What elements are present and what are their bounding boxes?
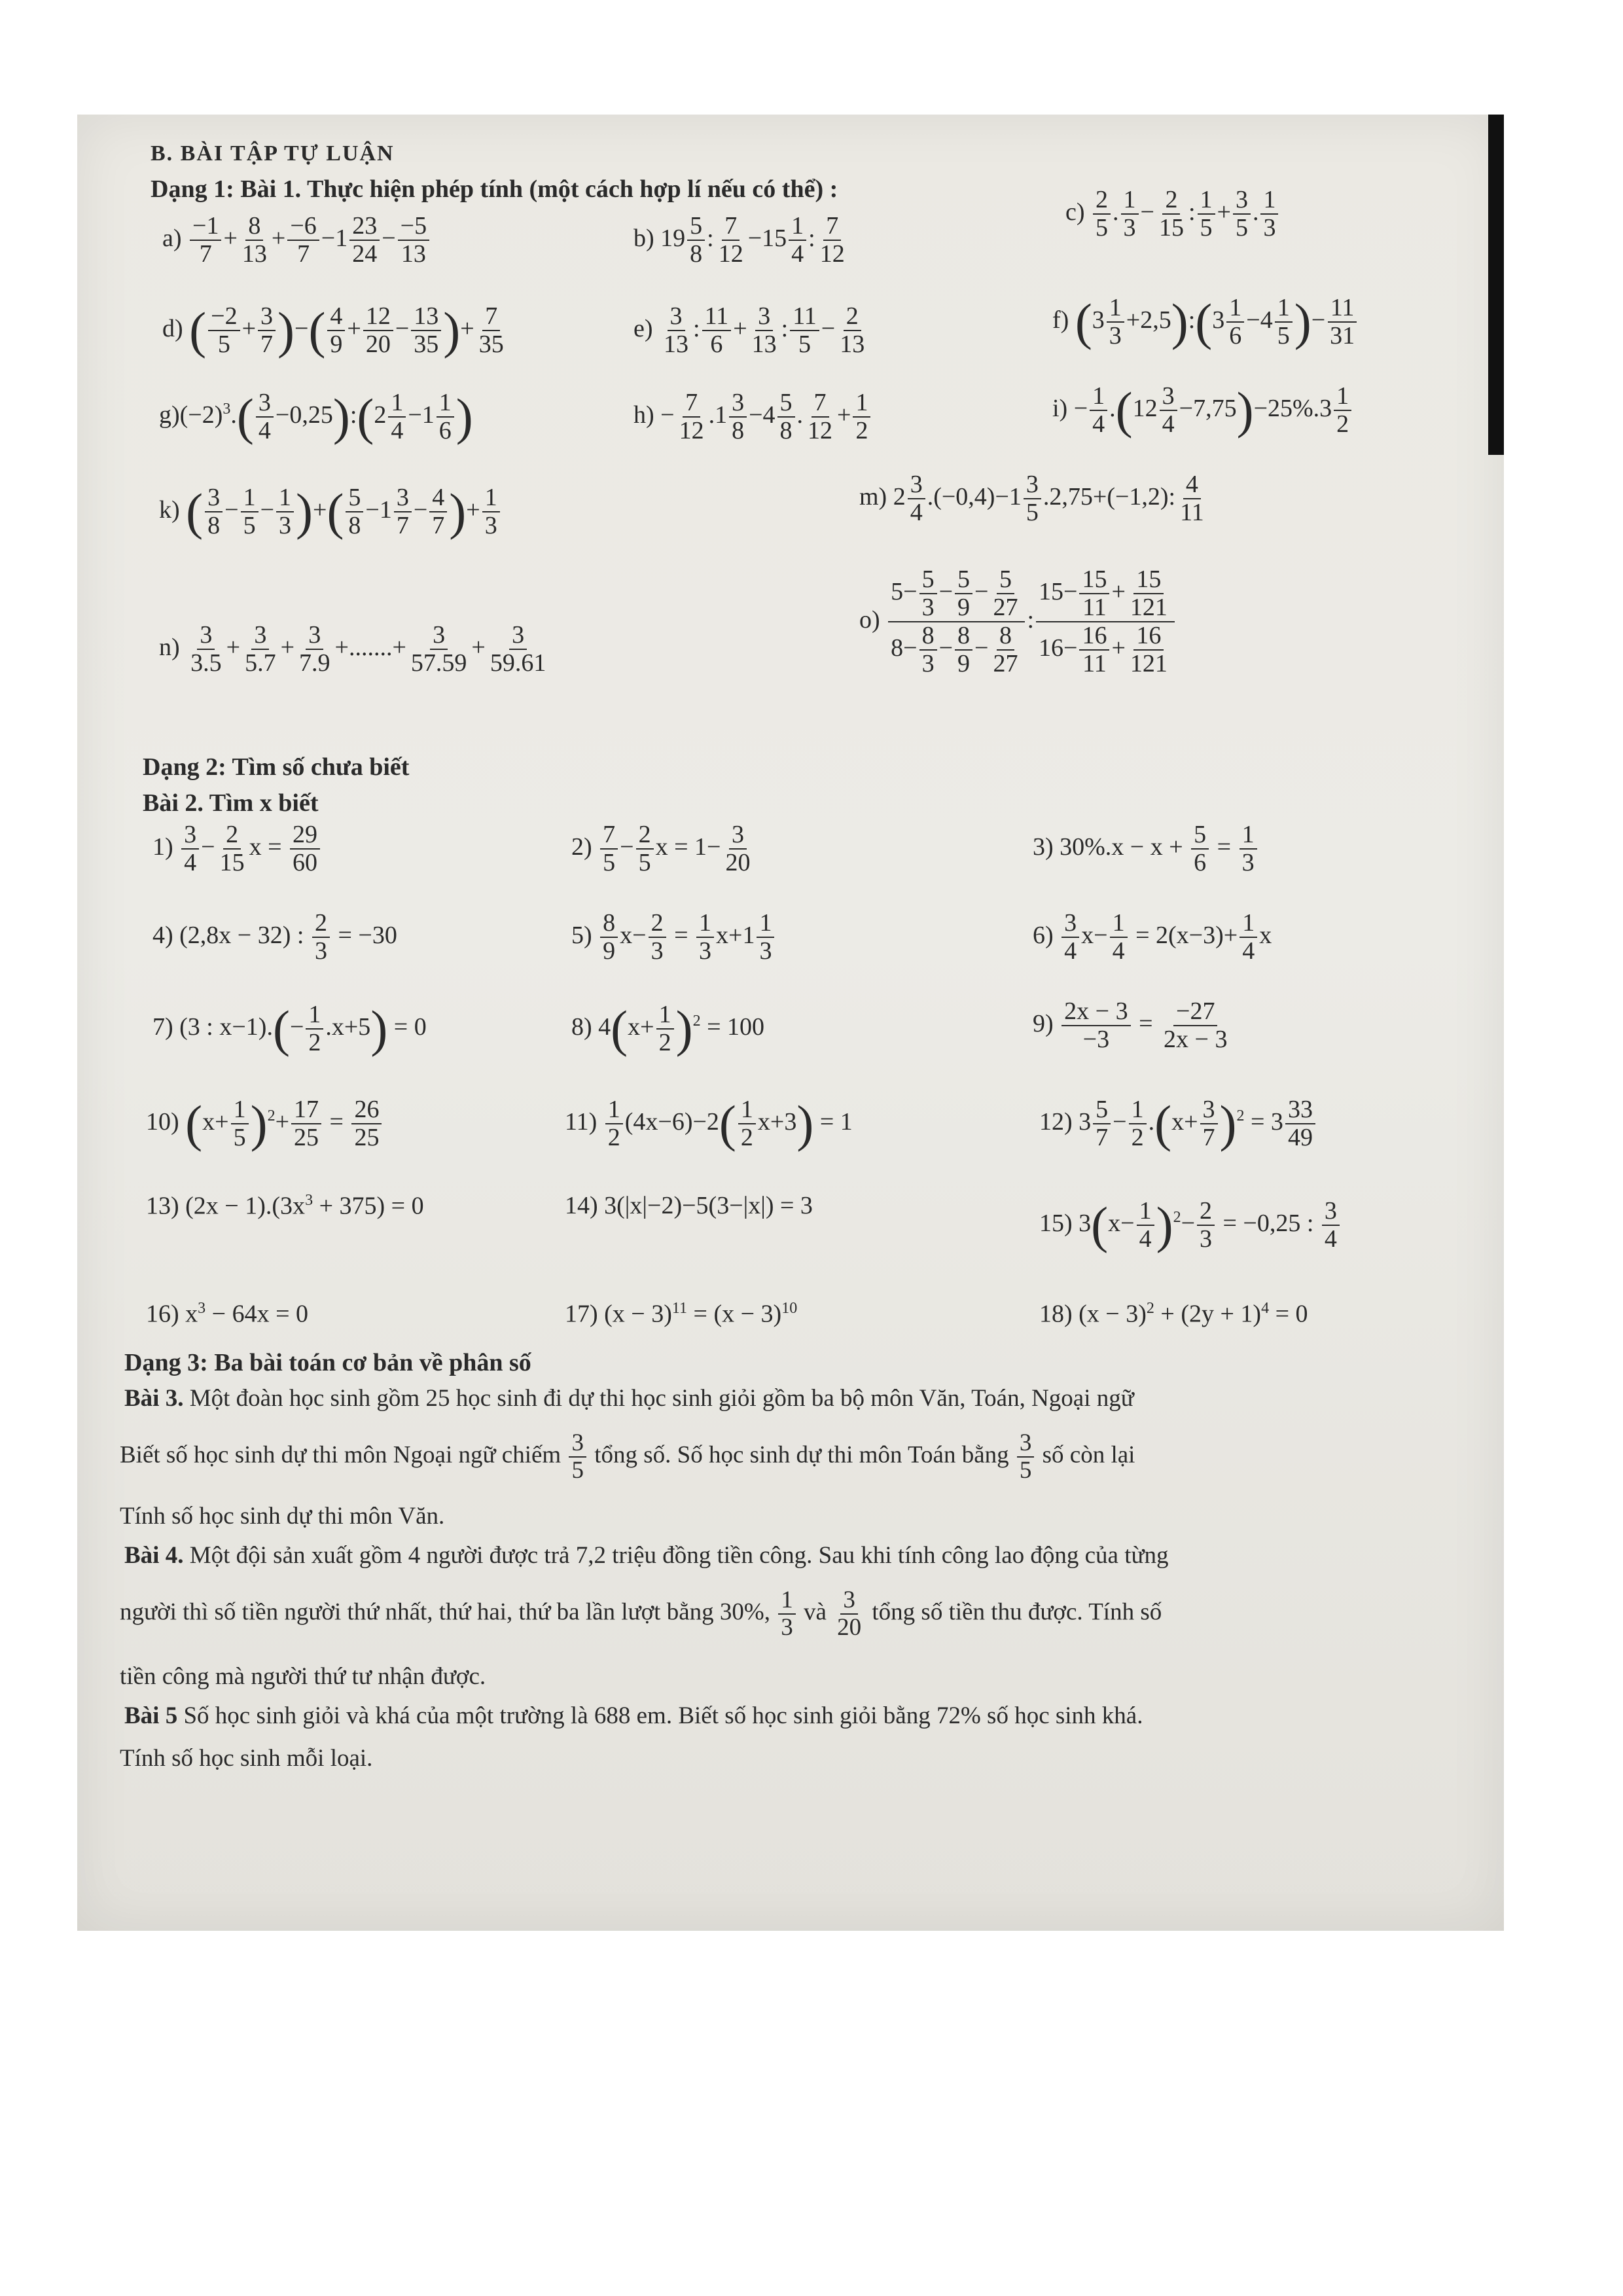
equation-17: 17) $(x - 3)^{11} = (x - 3)^{10}$	[565, 1300, 798, 1328]
equation-6: 6) $\frac{3}{4}$ x− $\frac{1}{4}$ = 2(x−3)+ $\frac{1}{4}$ x	[1033, 909, 1272, 965]
exercise-b: b) 19 $\frac{5}{8}$ : $\frac{7}{12}$ −15 $\frac{1}{4}$ : $\frac{7}{12}$	[633, 212, 845, 268]
bai3-line2: Biết số học sinh dự thi môn Ngoại ngữ chiếm $\frac{3}{5}$ tổng số. Số học sinh dự thi môn Toán bằng $\frac{3}{5}$ số còn lại	[120, 1429, 1135, 1484]
equation-14: 14) 3(|x|−2)−5(3−|x|) = 3	[565, 1192, 813, 1219]
bai4-label: Bài 4.	[124, 1542, 184, 1569]
eq-label-5: 5)	[571, 921, 592, 949]
bai4-text1: Một đội sản xuất gồm 4 người được trả 7,2 triệu đồng tiền công. Sau khi tính công lao động của từng	[189, 1542, 1169, 1569]
equation-18: 18) $(x - 3)^2 + (2y + 1)^4 = 0$	[1039, 1300, 1308, 1328]
equation-1: 1) $\frac{3}{4}$ − $\frac{2}{15}$ x = $\frac{29}{60}$	[152, 821, 322, 876]
bai5-label: Bài 5	[124, 1702, 178, 1729]
exercise-k: k) ( $\frac{3}{8}$ − $\frac{1}{5}$ − $\frac{1}{3}$ )+( $\frac{5}{8}$ −1 $\frac{3}{7}$ − $\frac{4}{7}$ )+ $\frac{1}{3}$	[159, 484, 502, 539]
label-f: f)	[1052, 306, 1069, 334]
label-i: i)	[1052, 394, 1068, 422]
eq-label-14: 14)	[565, 1192, 598, 1219]
label-c: c)	[1065, 198, 1085, 226]
eq-label-16: 16)	[146, 1300, 179, 1328]
bai3-label: Bài 3.	[124, 1385, 184, 1412]
exercise-a: a) $\frac{-1}{7}$ + $\frac{8}{13}$ + $\frac{-6}{7}$ −1 $\frac{23}{24}$ − $\frac{-5}{13}$	[162, 213, 431, 268]
label-o: o)	[859, 605, 880, 634]
equation-10: 10) (x+ $\frac{1}{5}$ )$^2$+ $\frac{17}{25}$ = $\frac{26}{25}$	[146, 1096, 383, 1151]
label-a: a)	[162, 224, 182, 252]
exercise-m: m) 2 $\frac{3}{4}$ .(−0,4)−1 $\frac{3}{5}$ .2,75+(−1,2): $\frac{4}{11}$	[859, 471, 1204, 527]
bai4-text2c: tổng số tiền thu được. Tính số	[872, 1598, 1162, 1626]
bai4-text2b: và	[803, 1598, 827, 1626]
eq-label-4: 4)	[152, 921, 173, 949]
label-h: h)	[633, 401, 654, 429]
equation-4: 4) (2,8x − 32) : $\frac{2}{3}$ = −30	[152, 909, 397, 965]
equation-9: 9) $\frac{2x - 3}{-3}$ = $\frac{-27}{2x - 3}$	[1033, 997, 1228, 1054]
eq-label-15: 15)	[1039, 1209, 1073, 1237]
worksheet-photo	[77, 115, 1504, 1931]
eq-label-17: 17)	[565, 1300, 598, 1328]
bai3-text2b: tổng số. Số học sinh dự thi môn Toán bằng	[594, 1441, 1009, 1469]
eq-label-6: 6)	[1033, 921, 1054, 949]
dang2-heading: Dạng 2: Tìm số chưa biết	[143, 753, 410, 781]
label-m: m)	[859, 482, 887, 511]
bai3-text2a: Biết số học sinh dự thi môn Ngoại ngữ chiếm	[120, 1441, 562, 1469]
equation-16: 16) $x^3 - 64x = 0$	[146, 1300, 309, 1328]
bai3-line3: Tính số học sinh dự thi môn Văn.	[120, 1503, 445, 1530]
eq-label-9: 9)	[1033, 1009, 1054, 1037]
exercise-c: c) $\frac{2}{5}$ . $\frac{1}{3}$ − $\frac{2}{15}$ : $\frac{1}{5}$ + $\frac{3}{5}$ . $\frac{1}{3}$	[1065, 187, 1280, 242]
bai5-line1	[124, 1702, 1143, 1731]
eq-label-18: 18)	[1039, 1300, 1073, 1328]
bai4-line3: tiền công mà người thứ tư nhận được.	[120, 1663, 486, 1690]
exercise-h: h) − $\frac{7}{12}$ .1 $\frac{3}{8}$ −4 $\frac{5}{8}$ . $\frac{7}{12}$ + $\frac{1}{2}$	[633, 389, 872, 444]
label-e: e)	[633, 314, 653, 342]
eq-label-13: 13)	[146, 1192, 179, 1220]
equation-8: 8) 4(x+ $\frac{1}{2}$ )$^2$ = 100	[571, 999, 764, 1057]
eq-label-11: 11)	[565, 1107, 597, 1136]
bai3-text2c: số còn lại	[1042, 1441, 1135, 1469]
eq-label-12: 12)	[1039, 1107, 1073, 1136]
bai2-heading: Bài 2. Tìm x biết	[143, 789, 319, 817]
bai3-text1: Một đoàn học sinh gồm 25 học sinh đi dự thi học sinh giỏi gồm ba bộ môn Văn, Toán, Ngoại ngữ	[189, 1385, 1134, 1412]
equation-3: 3) 30%.x − x + $\frac{5}{6}$ = $\frac{1}{3}$	[1033, 821, 1259, 876]
bai4-line1	[124, 1541, 1169, 1570]
exercise-g: $g)(-2)^3$.( $\frac{3}{4}$ −0,25):(2 $\frac{1}{4}$ −1 $\frac{1}{6}$ )	[159, 387, 473, 445]
label-n: n)	[159, 633, 180, 661]
label-b: b)	[633, 224, 654, 252]
equation-13: 13) $(2x - 1).(3x^3 + 375) = 0$	[146, 1192, 424, 1220]
label-g: g)	[159, 401, 180, 429]
eq-label-7: 7)	[152, 1013, 173, 1041]
exercise-e: e) $\frac{3}{13}$ : $\frac{11}{6}$ + $\frac{3}{13}$ : $\frac{11}{5}$ − $\frac{2}{13}$	[633, 302, 865, 359]
equation-11: 11) $\frac{1}{2}$ (4x−6)−2( $\frac{1}{2}$ x+3) = 1	[565, 1094, 853, 1152]
eq-label-8: 8)	[571, 1013, 592, 1041]
label-k: k)	[159, 495, 180, 524]
label-d: d)	[162, 314, 183, 342]
equation-5: 5) $\frac{8}{9}$ x− $\frac{2}{3}$ = $\frac{1}{3}$ x+1 $\frac{1}{3}$	[571, 910, 776, 965]
bai4-text2a: người thì số tiền người thứ nhất, thứ hai, thứ ba lần lượt bằng 30%,	[120, 1598, 770, 1626]
bai5-line2: Tính số học sinh mỗi loại.	[120, 1745, 373, 1772]
eq-label-10: 10)	[146, 1107, 179, 1136]
equation-2: 2) $\frac{7}{5}$ − $\frac{2}{5}$ x = 1− $\frac{3}{20}$	[571, 821, 751, 877]
eq-label-1: 1)	[152, 833, 173, 861]
bai3-line1	[124, 1384, 1134, 1413]
dang3-heading: Dạng 3: Ba bài toán cơ bản về phân số	[124, 1349, 531, 1376]
equation-12: 12) 3 $\frac{5}{7}$ − $\frac{1}{2}$ .(x+ $\frac{3}{7}$ )$^2$ = 3 $\frac{33}{49}$	[1039, 1096, 1317, 1151]
equation-7: 7) (3 : x−1).(− $\frac{1}{2}$ .x+5) = 0	[152, 999, 427, 1057]
exercise-o: o) 5− $\frac{5}{3}$ − $\frac{5}{9}$ − $\frac{5}{27}$ 8− $\frac{8}{3}$ − $\frac{8}{9}$ − $\frac{8}{27}$ : 15− $\frac{15}{11}$ + $\frac{15}{121}$ 16− $\frac{16}{11}$ + $\frac{16}{121}$	[859, 566, 1177, 677]
bai4-line2: người thì số tiền người thứ nhất, thứ hai, thứ ba lần lượt bằng 30%, $\frac{1}{3}$ và $\frac{3}{20}$ tổng số tiền thu được. Tính số	[120, 1587, 1162, 1641]
bai5-text1: Số học sinh giỏi và khá của một trường là 688 em. Biết số học sinh giỏi bằng 72% số học sinh khá.	[183, 1702, 1143, 1729]
eq-label-2: 2)	[571, 833, 592, 861]
worksheet-content	[77, 115, 1504, 1931]
section-title: B. BÀI TẬP TỰ LUẬN	[151, 141, 395, 166]
eq-label-3: 3)	[1033, 833, 1054, 861]
exercise-i: i) − $\frac{1}{4}$ .(12 $\frac{3}{4}$ −7,75)−25%.3 $\frac{1}{2}$	[1052, 383, 1353, 438]
equation-15: 15) 3(x− $\frac{1}{4}$ )$^2$− $\frac{2}{3}$ = −0,25 : $\frac{3}{4}$	[1039, 1198, 1342, 1253]
exercise-n: n) $\frac{3}{3.5}$ + $\frac{3}{5.7}$ + $\frac{3}{7.9}$ +.......+ $\frac{3}{57.59}$ + $\frac{3}{59.61}$	[159, 621, 546, 677]
exercise-d: d) ( $\frac{-2}{5}$ + $\frac{3}{7}$ )−( $\frac{4}{9}$ + $\frac{12}{20}$ − $\frac{13}{35}$ )+ $\frac{7}{35}$	[162, 301, 504, 359]
dang1-heading: Dạng 1: Bài 1. Thực hiện phép tính (một cách hợp lí nếu có thể) :	[151, 175, 838, 203]
exercise-f: f) (3 $\frac{1}{3}$ +2,5):(3 $\frac{1}{6}$ −4 $\frac{1}{5}$ )− $\frac{11}{31}$	[1052, 295, 1359, 350]
